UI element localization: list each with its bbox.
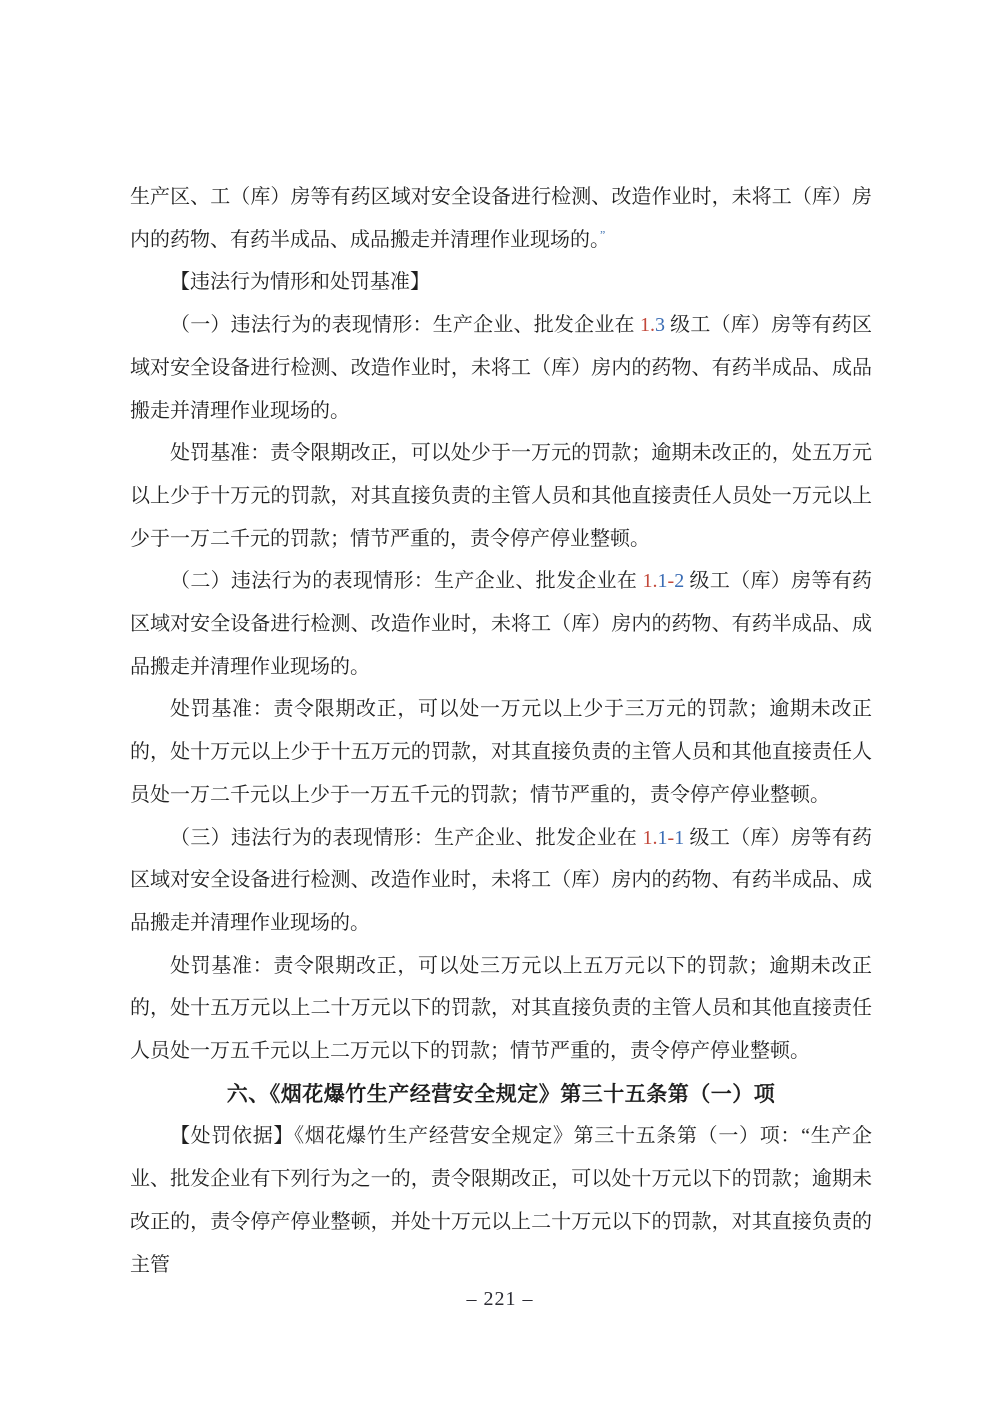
paragraph-item-2-situation: （二）违法行为的表现情形：生产企业、批发企业在 1.1-2 级工（库）房等有药区域对安全设备进行检测、改造作业时，未将工（库）房内的药物、有药半成品、成品搬走并清理作业现场的。 xyxy=(130,570,873,678)
page-number: – 221 – xyxy=(466,1288,534,1310)
page-footer xyxy=(0,1288,1000,1311)
document-text-block xyxy=(130,176,872,1286)
paragraph-violation-basis-label: 【违法行为情形和处罚基准】 xyxy=(170,271,430,294)
paragraph-penalty-basis: 【处罚依据】《烟花爆竹生产经营安全规定》第三十五条第（一）项：“生产企业、批发企业有下列行为之一的，责令限期改正，可以处十万元以下的罚款；逾期未改正的，责令停产停业整顿，并处十万元以上二十万元以下的罚款，对其直接负责的主管 xyxy=(130,1125,872,1276)
section-heading-article-35: 六、《烟花爆竹生产经营安全规定》第三十五条第（一）项 xyxy=(226,1081,776,1106)
paragraph-item-1-situation: （一）违法行为的表现情形：生产企业、批发企业在 1.3 级工（库）房等有药区域对安全设备进行检测、改造作业时，未将工（库）房内的药物、有药半成品、成品搬走并清理作业现场的。 xyxy=(130,314,873,422)
paragraph-item-3-penalty: 处罚基准：责令限期改正，可以处三万元以上五万元以下的罚款；逾期未改正的，处十五万元以上二十万元以下的罚款，对其直接负责的主管人员和其他直接责任人员处一万五千元以上二万元以下的罚款；情节严重的，责令停产停业整顿。 xyxy=(130,954,872,1063)
paragraph-item-3-situation: （三）违法行为的表现情形：生产企业、批发企业在 1.1-1 级工（库）房等有药区域对安全设备进行检测、改造作业时，未将工（库）房内的药物、有药半成品、成品搬走并清理作业现场的。 xyxy=(130,826,873,934)
paragraph-item-1-penalty: 处罚基准：责令限期改正，可以处少于一万元的罚款；逾期未改正的，处五万元以上少于十万元的罚款，对其直接负责的主管人员和其他直接责任人员处一万元以上少于一万二千元的罚款；情节严重的，责令停产停业整顿。 xyxy=(130,442,872,550)
paragraph-item-2-penalty: 处罚基准：责令限期改正，可以处一万元以上少于三万元的罚款；逾期未改正的，处十万元以上少于十五万元的罚款，对其直接负责的主管人员和其他直接责任人员处一万二千元以上少于一万五千元的罚款；情节严重的，责令停产停业整顿。 xyxy=(130,698,872,806)
paragraph-continuation: 生产区、工（库）房等有药区域对安全设备进行检测、改造作业时，未将工（库）房内的药物、有药半成品、成品搬走并清理作业现场的。” xyxy=(130,186,872,251)
